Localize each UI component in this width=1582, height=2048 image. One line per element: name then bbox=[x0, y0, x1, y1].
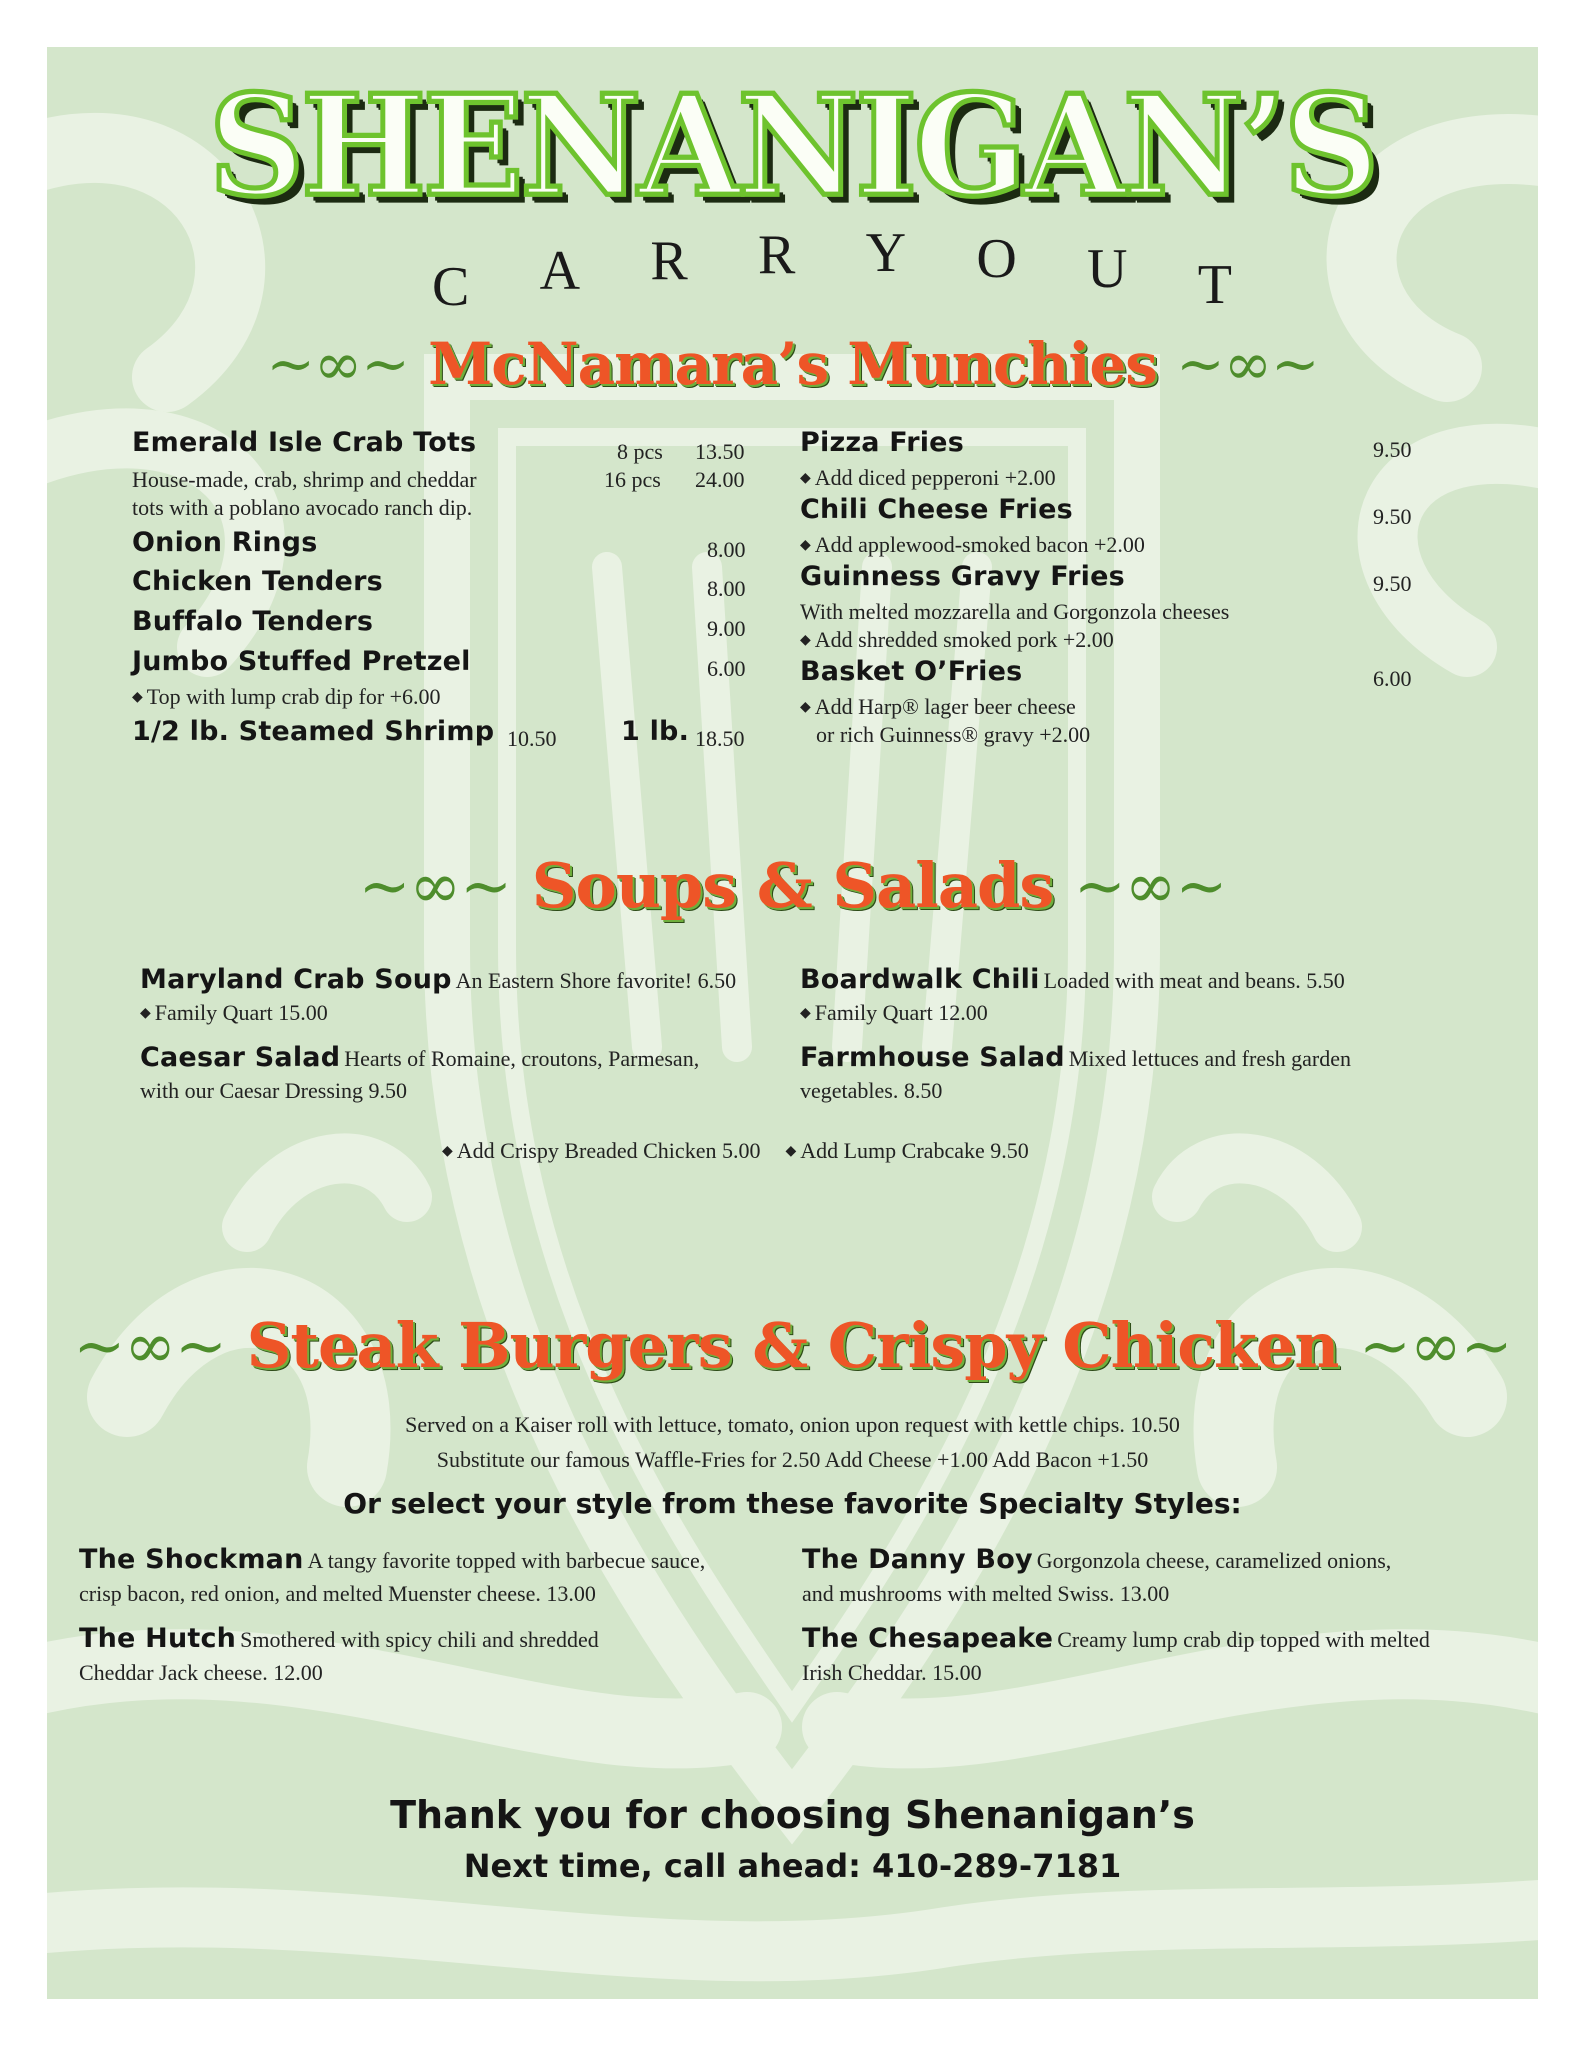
burger-info-line: Served on a Kaiser roll with lettuce, tomato, onion upon request with kettle chips. 10.50 bbox=[405, 1412, 1180, 1437]
diamond-bullet-icon: ◆ bbox=[442, 1144, 453, 1159]
crab-tots-name: Emerald Isle Crab Tots bbox=[132, 427, 477, 458]
chicken-tenders-price: 8.00 bbox=[707, 576, 746, 601]
hutch-desc: Smothered with spicy chili and shredded bbox=[240, 1627, 599, 1652]
crab-tots-price: 24.00 bbox=[695, 467, 745, 492]
swirl-ornament-left: ~∞~ bbox=[73, 1309, 226, 1382]
logo-title: SHENANIGAN’S bbox=[208, 65, 1377, 228]
crab-tots-desc: tots with a poblano avocado ranch dip. bbox=[132, 495, 473, 520]
chesapeake-item bbox=[802, 1623, 1430, 1654]
pizza-fries-name: Pizza Fries bbox=[800, 427, 964, 458]
shrimp-full-price: 18.50 bbox=[695, 726, 745, 751]
chili-fries-name: Chili Cheese Fries bbox=[800, 494, 1073, 525]
logo-letter: R bbox=[650, 230, 688, 292]
crab-soup-item bbox=[140, 964, 736, 995]
pretzel-price: 6.00 bbox=[707, 656, 746, 681]
shockman-name: The Shockman bbox=[79, 1544, 304, 1575]
diamond-bullet-icon: ◆ bbox=[800, 538, 811, 553]
logo-letter: C bbox=[432, 256, 470, 318]
pizza-fries-price: 9.50 bbox=[1373, 437, 1412, 462]
farmhouse-item bbox=[800, 1042, 1351, 1073]
basket-fries-name: Basket O’Fries bbox=[800, 656, 1023, 687]
basket-fries-price: 6.00 bbox=[1373, 666, 1412, 691]
diamond-bullet-icon: ◆ bbox=[800, 1006, 811, 1021]
crab-tots-desc: House-made, crab, shrimp and cheddar bbox=[132, 467, 477, 492]
crab-soup-name: Maryland Crab Soup bbox=[140, 964, 452, 995]
swirl-ornament-left: ~∞~ bbox=[358, 849, 512, 922]
menu-page bbox=[47, 47, 1538, 1999]
logo-letter: R bbox=[757, 224, 796, 286]
chili-name: Boardwalk Chili bbox=[800, 964, 1040, 995]
section-heading-soups: ~∞~ Soups & Salads ~∞~ bbox=[358, 849, 1227, 922]
logo-letter: U bbox=[1087, 238, 1128, 300]
buffalo-tenders-price: 9.00 bbox=[707, 616, 746, 641]
basket-fries-addon: or rich Guinness® gravy +2.00 bbox=[816, 722, 1091, 747]
gravy-fries-name: Guinness Gravy Fries bbox=[800, 561, 1125, 592]
gravy-fries-desc: With melted mozzarella and Gorgonzola cheeses bbox=[800, 599, 1230, 624]
crab-soup-addon: ◆ Family Quart 15.00 bbox=[140, 1000, 328, 1025]
crab-tots-qty: 16 pcs bbox=[604, 467, 661, 492]
shockman-item bbox=[79, 1544, 705, 1575]
pretzel-addon: ◆ Top with lump crab dip for +6.00 bbox=[132, 684, 441, 709]
footer-thanks: Thank you for choosing Shenanigan’s bbox=[390, 1793, 1195, 1837]
footer-phone: Next time, call ahead: 410-289-7181 bbox=[463, 1847, 1122, 1885]
chili-addon: ◆ Family Quart 12.00 bbox=[800, 1000, 988, 1025]
diamond-bullet-icon: ◆ bbox=[785, 1144, 797, 1159]
danny-boy-name: The Danny Boy bbox=[802, 1544, 1033, 1575]
chili-item bbox=[800, 964, 1345, 995]
caesar-desc: with our Caesar Dressing 9.50 bbox=[140, 1078, 408, 1103]
caesar-item bbox=[140, 1042, 699, 1073]
diamond-bullet-icon: ◆ bbox=[800, 471, 811, 486]
danny-boy-item bbox=[802, 1544, 1391, 1575]
shrimp-half-price: 10.50 bbox=[507, 726, 557, 751]
basket-fries-addon: ◆ Add Harp® lager beer cheese bbox=[800, 694, 1076, 719]
diamond-bullet-icon: ◆ bbox=[800, 633, 811, 648]
gravy-fries-price: 9.50 bbox=[1373, 571, 1412, 596]
shockman-desc: crisp bacon, red onion, and melted Muenster cheese. 13.00 bbox=[79, 1581, 596, 1606]
chicken-tenders-name: Chicken Tenders bbox=[132, 566, 383, 597]
logo-letter: A bbox=[539, 240, 581, 302]
diamond-bullet-icon: ◆ bbox=[800, 700, 811, 715]
swirl-ornament-left: ~∞~ bbox=[266, 330, 409, 398]
logo-letter: T bbox=[1197, 254, 1232, 316]
danny-boy-desc: Gorgonzola cheese, caramelized onions, bbox=[1036, 1548, 1392, 1573]
farmhouse-desc: Mixed lettuces and fresh garden bbox=[1068, 1046, 1352, 1071]
diamond-bullet-icon: ◆ bbox=[140, 1006, 151, 1021]
caesar-desc: Hearts of Romaine, croutons, Parmesan, bbox=[344, 1046, 700, 1071]
danny-boy-desc: and mushrooms with melted Swiss. 13.00 bbox=[802, 1581, 1170, 1606]
farmhouse-name: Farmhouse Salad bbox=[800, 1042, 1065, 1073]
chesapeake-desc: Creamy lump crab dip topped with melted bbox=[1057, 1627, 1430, 1652]
hutch-name: The Hutch bbox=[79, 1623, 237, 1654]
chesapeake-name: The Chesapeake bbox=[802, 1623, 1054, 1654]
section-heading-burgers: ~∞~ Steak Burgers & Crispy Chicken ~∞~ bbox=[73, 1309, 1512, 1382]
section-heading-munchies: ~∞~ McNamara’s Munchies ~∞~ bbox=[266, 330, 1319, 398]
logo-letter: O bbox=[976, 228, 1017, 290]
crab-tots-qty: 8 pcs bbox=[617, 439, 663, 464]
logo-letter: Y bbox=[865, 222, 907, 284]
salad-addon-crabcake: Add Lump Crabcake 9.50 bbox=[800, 1138, 1029, 1163]
pretzel-name: Jumbo Stuffed Pretzel bbox=[132, 646, 471, 677]
swirl-ornament-right: ~∞~ bbox=[1359, 1309, 1512, 1382]
shockman-desc: A tangy favorite topped with barbecue sauce, bbox=[307, 1548, 706, 1573]
swirl-ornament-right: ~∞~ bbox=[1176, 330, 1319, 398]
caesar-name: Caesar Salad bbox=[140, 1042, 341, 1073]
buffalo-tenders-name: Buffalo Tenders bbox=[132, 606, 374, 637]
salad-addons bbox=[442, 1138, 1029, 1164]
farmhouse-desc: vegetables. 8.50 bbox=[800, 1078, 943, 1103]
chesapeake-desc: Irish Cheddar. 15.00 bbox=[802, 1660, 982, 1685]
specialty-heading: Or select your style from these favorite Specialty Styles: bbox=[343, 1487, 1242, 1520]
shrimp-full-size: 1 lb. bbox=[621, 716, 690, 747]
diamond-bullet-icon: ◆ bbox=[132, 690, 143, 705]
salad-addon-chicken: Add Crispy Breaded Chicken 5.00 bbox=[456, 1138, 761, 1163]
burger-options-line: Substitute our famous Waffle-Fries for 2.50 Add Cheese +1.00 Add Bacon +1.50 bbox=[436, 1447, 1149, 1472]
shrimp-name: 1/2 lb. Steamed Shrimp bbox=[132, 716, 495, 747]
pizza-fries-addon: ◆ Add diced pepperoni +2.00 bbox=[800, 465, 1056, 490]
crab-soup-desc: An Eastern Shore favorite! 6.50 bbox=[455, 968, 737, 993]
crab-tots-price: 13.50 bbox=[695, 439, 745, 464]
logo-subtitle bbox=[432, 222, 1232, 318]
swirl-ornament-right: ~∞~ bbox=[1073, 849, 1227, 922]
chili-fries-price: 9.50 bbox=[1373, 504, 1412, 529]
hutch-item bbox=[79, 1623, 599, 1654]
onion-rings-name: Onion Rings bbox=[132, 527, 318, 558]
onion-rings-price: 8.00 bbox=[707, 537, 746, 562]
gravy-fries-addon: ◆ Add shredded smoked pork +2.00 bbox=[800, 627, 1114, 652]
chili-desc: Loaded with meat and beans. 5.50 bbox=[1043, 968, 1345, 993]
chili-fries-addon: ◆ Add applewood-smoked bacon +2.00 bbox=[800, 532, 1145, 557]
hutch-desc: Cheddar Jack cheese. 12.00 bbox=[79, 1660, 323, 1685]
